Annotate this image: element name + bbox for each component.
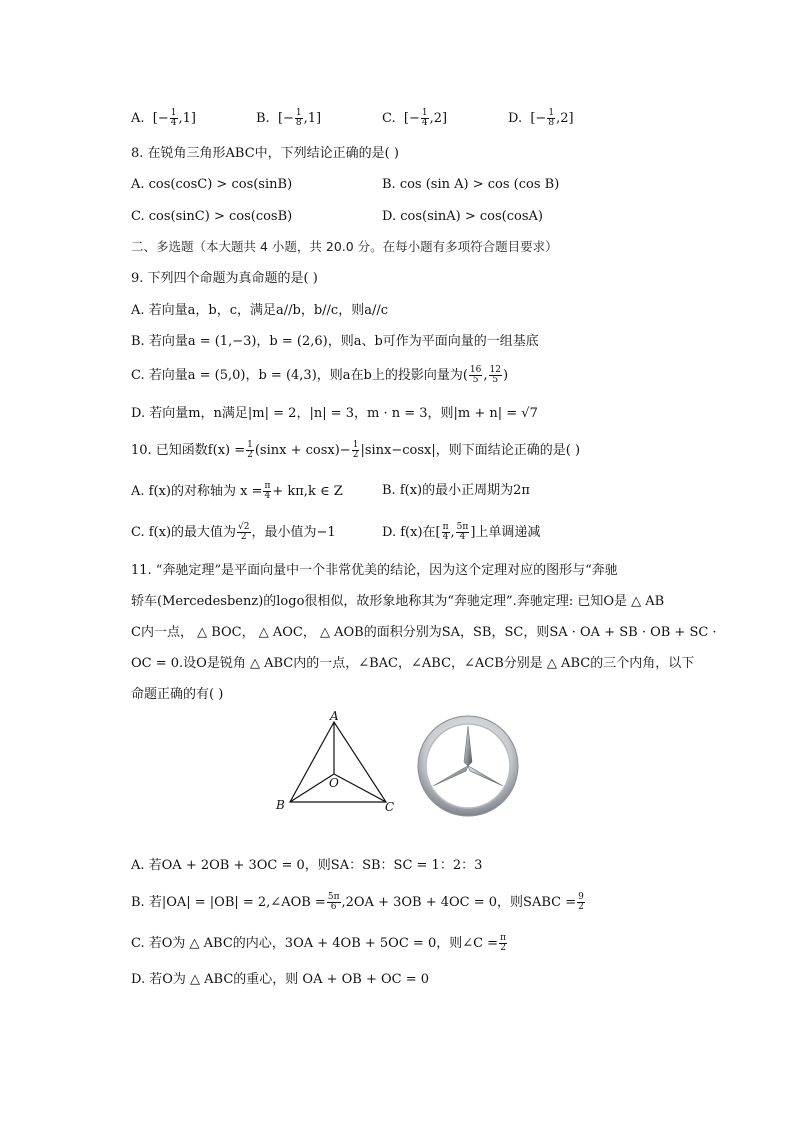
q8-stem: 8. 在锐角三角形ABC中，下列结论正确的是( ) bbox=[131, 146, 399, 161]
q11-stem-line3: C内一点， △ BOC， △ AOC， △ AOB的面积分别为SA，SB，SC，则SA · OA + SB · OB + SC · bbox=[131, 625, 717, 640]
label-o: O bbox=[329, 776, 339, 790]
triangle-abc bbox=[290, 722, 386, 802]
q7-option-c: C. [− $\frac{1}{4}$ ,2] bbox=[382, 108, 448, 128]
mercedes-logo-icon bbox=[416, 714, 520, 818]
q11-stem-line1: 11. “奔驰定理”是平面向量中一个非常优美的结论，因为这个定理对应的图形与“奔驰 bbox=[131, 563, 618, 578]
q11-stem-line5: 命题正确的有( ) bbox=[131, 687, 224, 702]
q11-option-a: A. 若OA + 2OB + 3OC = 0，则SA：SB：SC = 1：2：3 bbox=[131, 858, 483, 873]
q10-option-b: B. f(x)的最小正周期为2π bbox=[382, 483, 530, 498]
q10-option-a: A. f(x)的对称轴为 x = $\frac{\pi}{4}$ + kπ,k ∈ Z bbox=[131, 481, 343, 501]
triangle-figure bbox=[268, 710, 398, 818]
segment-bo bbox=[290, 774, 334, 802]
q10-stem: 10. 已知函数f(x) = $\frac{1}{2}$ (sinx + cosx)− $\frac{1}{2}$ |sinx−cosx|，则下面结论正确的是( ) bbox=[131, 440, 581, 460]
q11-stem-line2: 轿车(Mercedesbenz)的logo很相似，故形象地称其为“奔驰定理”.奔驰定理: 已知O是 △ AB bbox=[131, 594, 665, 609]
q8-option-d: D. cos(sinA) > cos(cosA) bbox=[382, 209, 543, 224]
q9-stem: 9. 下列四个命题为真命题的是( ) bbox=[131, 271, 318, 286]
q8-option-a: A. cos(cosC) > cos(sinB) bbox=[131, 177, 293, 192]
q9-option-b: B. 若向量a = (1,−3)，b = (2,6)，则a、b可作为平面向量的一组基底 bbox=[131, 334, 539, 349]
section-heading: 二、多选题（本大题共 4 小题，共 20.0 分。在每小题有多项符合题目要求） bbox=[131, 239, 558, 254]
label-b: B bbox=[276, 798, 285, 812]
q7-option-a: A. [− $\frac{1}{4}$ ,1] bbox=[131, 108, 196, 128]
q8-option-c: C. cos(sinC) > cos(cosB) bbox=[131, 209, 293, 224]
q7-option-d: D. [− $\frac{1}{8}$ ,2] bbox=[508, 108, 574, 128]
label-c: C bbox=[385, 800, 395, 814]
q9-option-c: C. 若向量a = (5,0)，b = (4,3)，则a在b上的投影向量为( $\frac{16}{5}$ , $\frac{12}{5}$ ) bbox=[131, 365, 509, 385]
q11-option-d: D. 若O为 △ ABC的重心，则 OA + OB + OC = 0 bbox=[131, 972, 430, 987]
q11-stem-line4: OC = 0.设O是锐角 △ ABC内的一点，∠BAC，∠ABC，∠ACB分别是 △ ABC的三个内角，以下 bbox=[131, 656, 695, 671]
q8-option-b: B. cos (sin A) > cos (cos B) bbox=[382, 177, 560, 192]
label-a: A bbox=[330, 710, 339, 723]
q9-option-d: D. 若向量m，n满足|m| = 2，|n| = 3，m · n = 3，则|m + n| = √7 bbox=[131, 406, 538, 421]
q11-option-b: B. 若|OA| = |OB| = 2,∠AOB = $\frac{5\pi}{6}$ ,2OA + 3OB + 4OC = 0，则SABC = $\frac{9}{2}$ bbox=[131, 892, 584, 912]
q11-option-c: C. 若O为 △ ABC的内心，3OA + 4OB + 5OC = 0，则∠C = $\frac{\pi}{2}$ bbox=[131, 933, 507, 953]
q7-option-b: B. [− $\frac{1}{8}$ ,1] bbox=[256, 108, 322, 128]
q10-option-d: D. f(x)在[ $\frac{\pi}{4}$ , $\frac{5\pi}{4}$ ]上单调递减 bbox=[382, 522, 541, 542]
segment-co bbox=[334, 774, 386, 802]
q10-option-c: C. f(x)的最大值为 $\frac{√2}{2}$ ，最小值为−1 bbox=[131, 522, 336, 542]
q9-option-a: A. 若向量a，b，c，满足a//b，b//c，则a//c bbox=[131, 303, 388, 318]
